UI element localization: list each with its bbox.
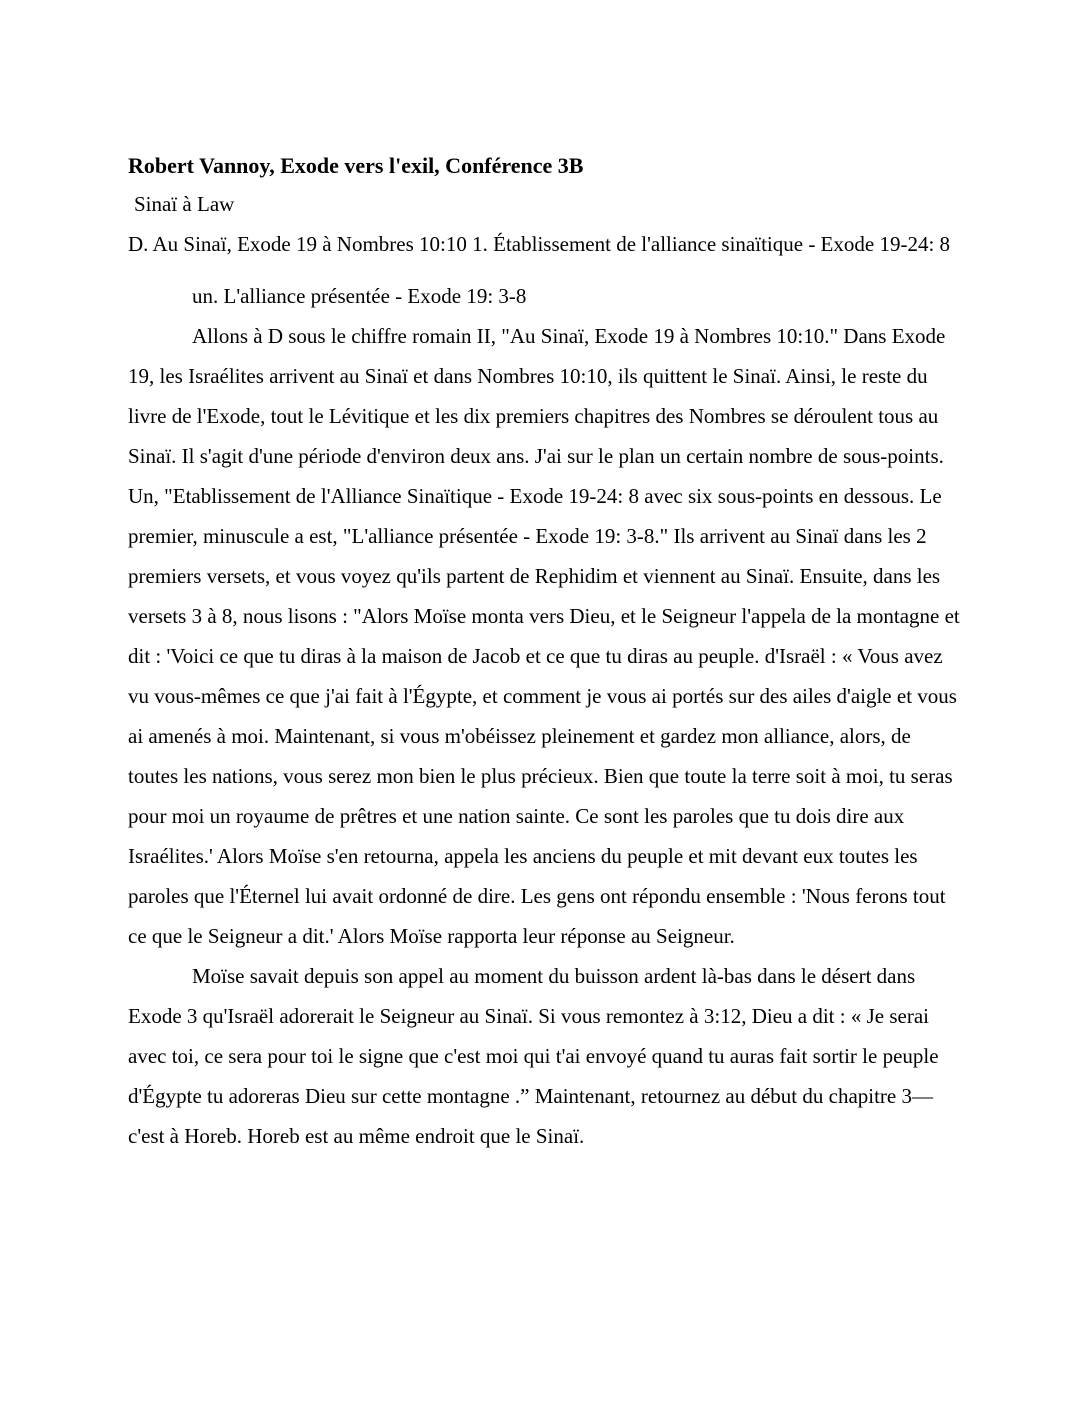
document-body <box>128 148 964 1156</box>
body-paragraph-2: Moïse savait depuis son appel au moment du buisson ardent là-bas dans le désert dans Exode 3 qu'Israël adorerait le Seigneur au Sinaï. Si vous remontez à 3:12, Dieu a dit : « Je serai avec toi, ce sera pour toi le signe que c'est moi qui t'ai envoyé quand tu auras fait sortir le peuple d'Égypte tu adoreras Dieu sur cette montagne .” Maintenant, retournez au début du chapitre 3—c'est à Horeb. Horeb est au même endroit que le Sinaï. <box>128 964 939 1148</box>
document-subtitle: Sinaï à Law <box>134 192 235 216</box>
document-title: Robert Vannoy, Exode vers l'exil, Conférence 3B <box>128 153 584 178</box>
subsection-heading: un. L'alliance présentée - Exode 19: 3-8 <box>192 284 527 308</box>
section-heading: D. Au Sinaï, Exode 19 à Nombres 10:10 1. Établissement de l'alliance sinaïtique - Exode 19-24: 8 <box>128 232 951 256</box>
body-paragraph-1: Allons à D sous le chiffre romain II, "Au Sinaï, Exode 19 à Nombres 10:10." Dans Exode 19, les Israélites arrivent au Sinaï et dans Nombres 10:10, ils quittent le Sinaï. Ainsi, le reste du livre de l'Exode, tout le Lévitique et les dix premiers chapitres des Nombres se déroulent tous au Sinaï. Il s'agit d'une période d'environ deux ans. J'ai sur le plan un certain nombre de sous-points. Un, "Etablissement de l'Alliance Sinaïtique - Exode 19-24: 8 avec six sous-points en dessous. Le premier, minuscule a est, "L'alliance présentée - Exode 19: 3-8." Ils arrivent au Sinaï dans les 2 premiers versets, et vous voyez qu'ils partent de Rephidim et viennent au Sinaï. Ensuite, dans les versets 3 à 8, nous lisons : "Alors Moïse monta vers Dieu, et le Seigneur l'appela de la montagne et dit : 'Voici ce que tu diras à la maison de Jacob et ce que tu diras au peuple. d'Israël : « Vous avez vu vous-mêmes ce que j'ai fait à l'Égypte, et comment je vous ai portés sur des ailes d'aigle et vous ai amenés à moi. Maintenant, si vous m'obéissez pleinement et gardez mon alliance, alors, de toutes les nations, vous serez mon bien le plus précieux. Bien que toute la terre soit à moi, tu seras pour moi un royaume de prêtres et une nation sainte. Ce sont les paroles que tu dois dire aux Israélites.' Alors Moïse s'en retourna, appela les anciens du peuple et mit devant eux toutes les paroles que l'Éternel lui avait ordonné de dire. Les gens ont répondu ensemble : 'Nous ferons tout ce que le Seigneur a dit.' Alors Moïse rapporta leur réponse au Seigneur. <box>128 324 960 948</box>
